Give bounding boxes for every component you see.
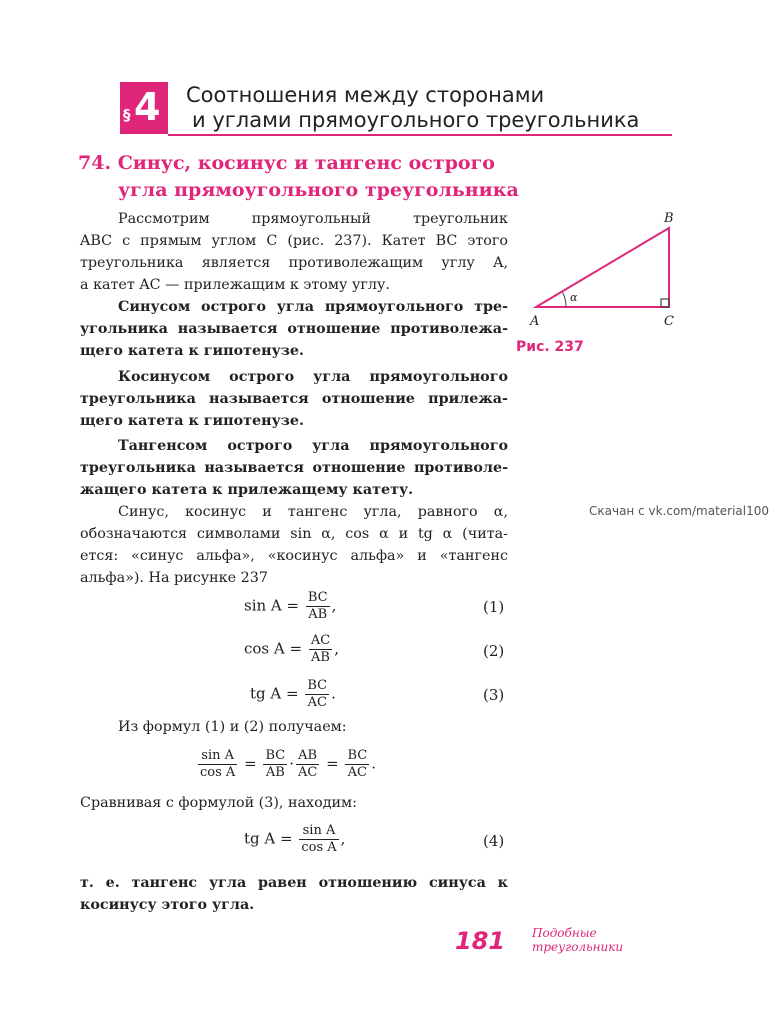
chapter-badge — [120, 82, 168, 134]
vertex-label-b: B — [664, 211, 674, 226]
definition-line: жащего катета к прилежащему катету. — [80, 482, 414, 498]
right-angle-mark — [661, 299, 669, 307]
fraction — [309, 633, 332, 666]
chapter-underline — [168, 134, 672, 136]
definition-line: Синусом острого угла прямоугольного тре- — [118, 299, 508, 315]
formula-tail: , — [334, 639, 339, 658]
formula-lhs: cos A = — [244, 639, 303, 658]
chapter-title-line1: Соотношения между сторонами — [186, 83, 545, 107]
fraction-numerator: BC — [265, 748, 286, 763]
fraction — [299, 823, 338, 856]
fraction-numerator: sin A — [299, 823, 338, 840]
section-title-line1: Синус, косинус и тангенс острого — [117, 152, 495, 174]
fraction-numerator: AC — [310, 633, 331, 648]
formula-4 — [244, 823, 345, 856]
text-line: Сравнивая с формулой (3), находим: — [80, 795, 357, 811]
fraction-denominator: AC — [347, 765, 368, 780]
definition-line: треугольника называется отношение прилежа- — [80, 391, 508, 407]
derivation-formula — [196, 748, 376, 781]
notation-line: альфа»). На рисунке 237 — [80, 570, 268, 586]
definition-line: треугольника называется отношение противоле- — [80, 460, 508, 476]
conclusion-paragraph — [80, 872, 508, 916]
fraction — [263, 748, 287, 781]
formula-tail: . — [331, 684, 336, 703]
angle-alpha-arc — [563, 293, 566, 308]
formula-lhs: tg A = — [244, 829, 293, 848]
vertex-label-a: A — [530, 314, 540, 329]
formula-2 — [244, 633, 339, 666]
watermark-text: Скачан с vk.com/material100 — [589, 504, 770, 518]
conclusion-line: т. е. тангенс угла равен отношению синуса к — [80, 875, 508, 891]
section-sign: § — [123, 106, 131, 124]
fraction — [305, 678, 329, 711]
intro-line: а катет AC — прилежащим к этому углу. — [80, 277, 390, 293]
formula-lhs: tg A = — [250, 684, 299, 703]
section-number: 74. — [78, 152, 112, 174]
formula-tail: , — [331, 596, 337, 615]
fraction-denominator: AB — [308, 607, 328, 622]
fraction-denominator: cos A — [301, 840, 337, 855]
fraction-denominator: AC — [307, 695, 327, 710]
notation-line: ется: «синус альфа», «косинус альфа» и «тангенс — [80, 548, 508, 564]
fraction — [198, 748, 237, 781]
fraction — [345, 748, 369, 781]
fraction-numerator: AB — [296, 748, 319, 765]
intro-line: треугольника является противолежащим углу A, — [80, 255, 508, 271]
multiply-dot: · — [289, 754, 294, 773]
comparing-text — [80, 792, 508, 814]
fraction-numerator: BC — [307, 590, 328, 605]
definition-sine — [80, 296, 508, 362]
equation-number-3: (3) — [483, 686, 505, 704]
fraction — [296, 748, 319, 781]
fraction-denominator: AB — [265, 765, 285, 780]
intro-line: ABC с прямым углом C (рис. 237). Катет BC этого — [80, 233, 508, 249]
fraction-numerator: BC — [307, 678, 328, 693]
text-line: Из формул (1) и (2) получаем: — [118, 719, 347, 735]
footer-topic — [532, 926, 623, 954]
equals-sign: = — [326, 754, 339, 773]
conclusion-line: косинусу этого угла. — [80, 897, 255, 913]
footer-topic-line1: Подобные — [532, 926, 597, 940]
notation-paragraph — [80, 501, 508, 589]
formula-1 — [244, 590, 336, 623]
fraction — [306, 590, 330, 623]
definition-line: Косинусом острого угла прямоугольного — [118, 369, 508, 385]
equation-number-4: (4) — [483, 832, 505, 850]
intro-paragraph — [80, 208, 508, 296]
footer-topic-line2: треугольники — [532, 940, 624, 954]
definition-tangent — [80, 435, 508, 501]
formula-tail: . — [371, 754, 376, 773]
equation-number-1: (1) — [483, 598, 505, 616]
definition-cosine — [80, 366, 508, 432]
chapter-title-line2: и углами прямоугольного треугольника — [192, 108, 640, 132]
vertex-label-c: C — [664, 314, 674, 329]
fraction-denominator: AC — [297, 765, 318, 780]
page-number: 181 — [455, 927, 506, 955]
fraction-numerator: sin A — [198, 748, 237, 765]
definition-line: угольника называется отношение противолежа- — [80, 321, 508, 337]
fraction-denominator: AB — [311, 650, 330, 665]
from-formulas-text — [80, 716, 508, 738]
chapter-number: 4 — [134, 85, 161, 129]
section-title-line2: угла прямоугольного треугольника — [118, 179, 519, 201]
formula-3 — [250, 678, 336, 711]
formula-tail: , — [340, 829, 346, 848]
intro-line: Рассмотрим прямоугольный треугольник — [118, 211, 508, 227]
fraction-denominator: cos A — [200, 765, 236, 780]
triangle-abc — [536, 228, 669, 307]
definition-line: щего катета к гипотенузе. — [80, 413, 304, 429]
definition-line: Тангенсом острого угла прямоугольного — [118, 438, 508, 454]
figure-237-triangle — [526, 210, 686, 332]
figure-caption: Рис. 237 — [516, 339, 584, 355]
equation-number-2: (2) — [483, 642, 505, 660]
definition-line: щего катета к гипотенузе. — [80, 343, 304, 359]
section-title — [78, 150, 519, 204]
formula-lhs: sin A = — [244, 596, 300, 615]
notation-line: Синус, косинус и тангенс угла, равного α, — [118, 504, 508, 520]
notation-line: обозначаются символами sin α, cos α и tg α (чита- — [80, 526, 508, 542]
equals-sign: = — [244, 754, 257, 773]
angle-label-alpha: α — [570, 291, 578, 304]
fraction-numerator: BC — [347, 748, 368, 763]
